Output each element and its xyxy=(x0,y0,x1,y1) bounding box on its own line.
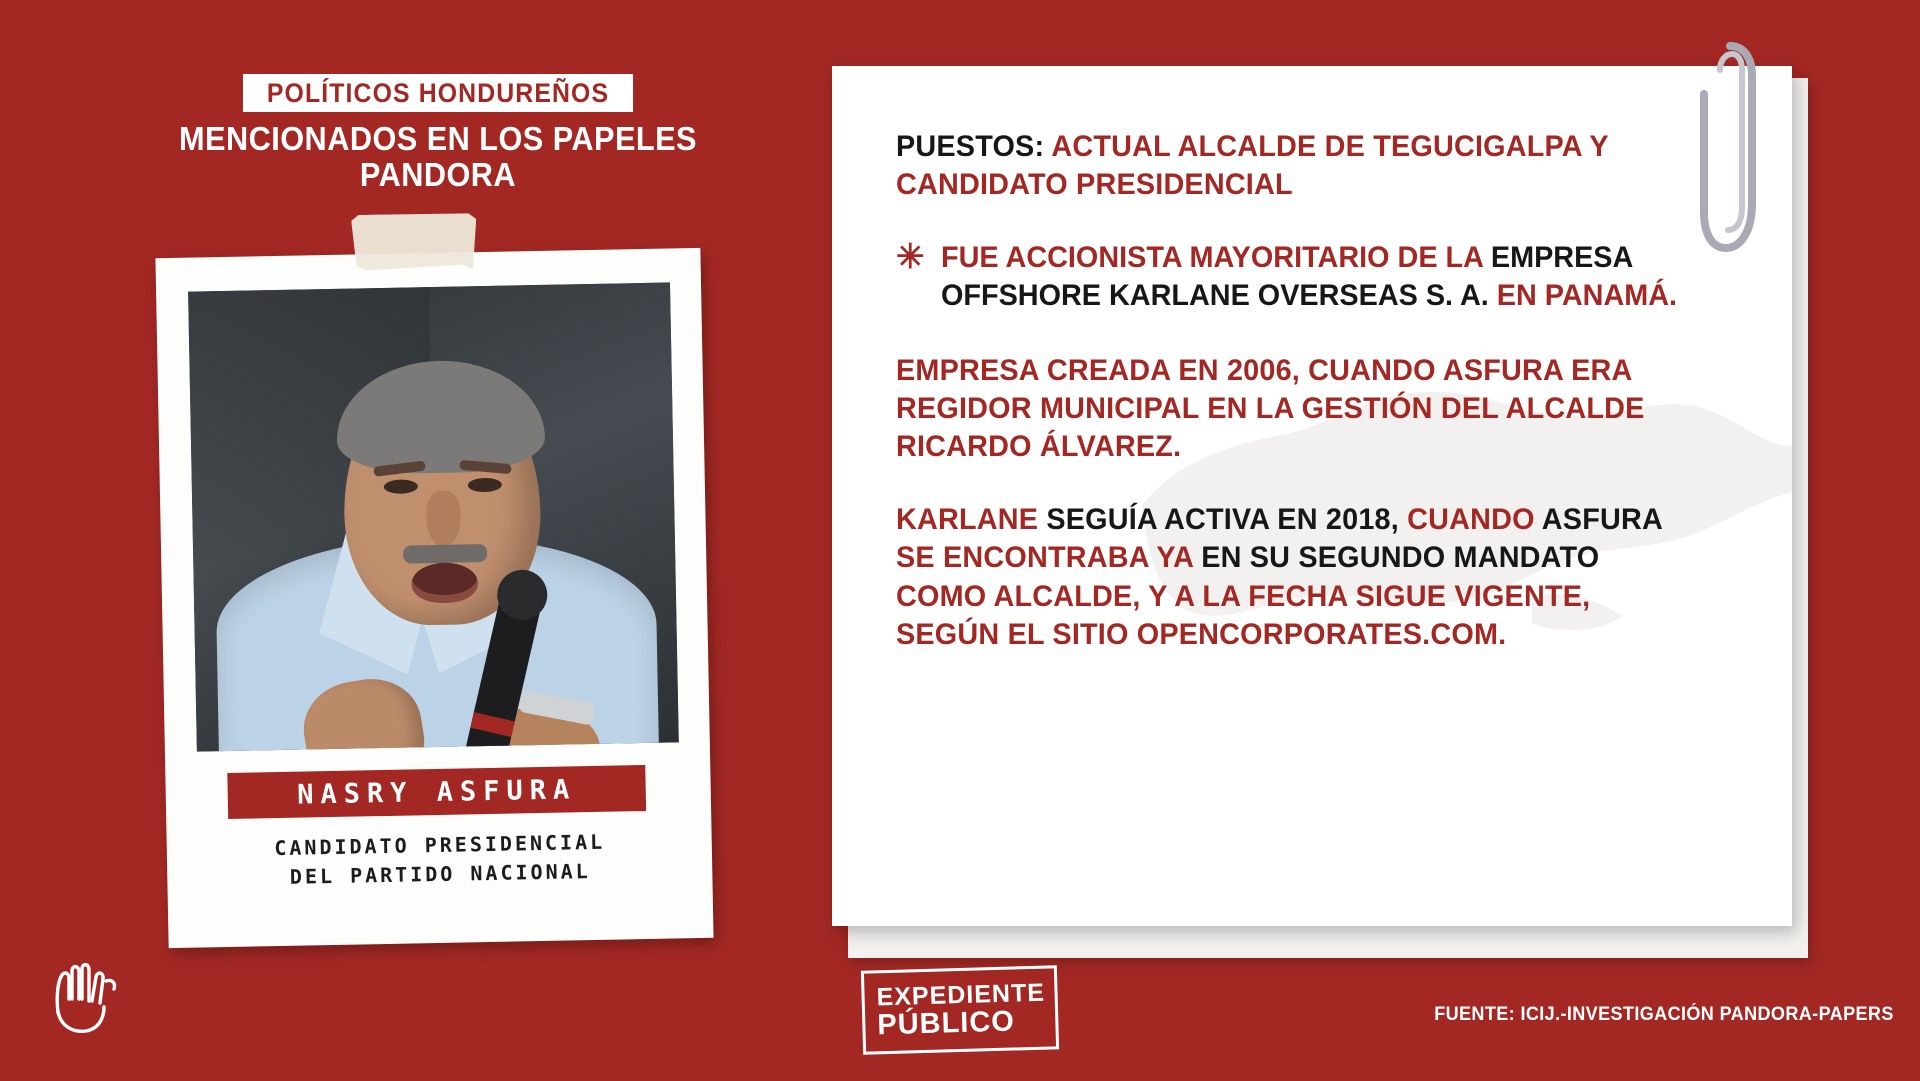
source-credit: FUENTE: ICIJ.-INVESTIGACIÓN PANDORA-PAPERS xyxy=(1434,1004,1894,1025)
karlane-segment-4: ASFURA xyxy=(1541,502,1662,536)
tape-strip-decoration xyxy=(351,211,478,273)
person-caption-line-1: CANDIDATO PRESIDENCIAL xyxy=(274,829,606,861)
person-caption-line-2: DEL PARTIDO NACIONAL xyxy=(289,859,591,889)
left-column xyxy=(0,0,830,1081)
paragraph-karlane-active xyxy=(896,501,1693,655)
stamp-line-1: EXPEDIENTE xyxy=(876,978,1046,1011)
karlane-segment-6: EN SU SEGUNDO MANDATO xyxy=(1201,541,1600,575)
positions-paragraph xyxy=(896,128,1693,205)
headline-line-1: POLÍTICOS HONDUREÑOS xyxy=(243,74,633,112)
polaroid-photo-card xyxy=(155,248,713,948)
bullet-segment-2: EMPRESA OFFSHORE KARLANE OVERSEAS S. A. xyxy=(940,240,1632,313)
stamp-line-2: PÚBLICO xyxy=(876,1005,1016,1042)
bullet-segment-3: EN PANAMÁ. xyxy=(1496,279,1677,313)
karlane-segment-1: KARLANE xyxy=(896,502,1047,536)
karlane-segment-5: SE ENCONTRABA YA xyxy=(896,541,1202,575)
headline-line-2: MENCIONADOS EN LOS PAPELES PANDORA xyxy=(179,120,697,194)
karlane-segment-2: SEGUÍA ACTIVA EN 2018, xyxy=(1046,502,1408,536)
info-card xyxy=(832,66,1792,926)
positions-value: ACTUAL ALCALDE DE TEGUCIGALPA Y CANDIDATO PRESIDENCIAL xyxy=(896,130,1609,202)
person-caption xyxy=(199,826,682,893)
portrait-photo xyxy=(188,282,679,751)
positions-label: PUESTOS: xyxy=(896,130,1045,163)
hand-logo-icon xyxy=(48,955,124,1035)
paperclip-icon xyxy=(1700,36,1760,266)
bullet-item xyxy=(896,239,1726,316)
headline xyxy=(128,74,748,194)
bullet-text xyxy=(941,239,1695,316)
bullet-segment-1: FUE ACCIONISTA MAYORITARIO DE LA xyxy=(940,240,1491,274)
card-content xyxy=(896,128,1726,688)
asterisk-icon: ✳ xyxy=(896,237,925,276)
person-name-tag: NASRY ASFURA xyxy=(227,765,646,819)
karlane-segment-7: COMO ALCALDE, Y A LA FECHA SIGUE VIGENTE, SEGÚN EL SITIO OPENCORPORATES.COM. xyxy=(896,579,1591,651)
paragraph-company-creation: EMPRESA CREADA EN 2006, CUANDO ASFURA ERA REGIDOR MUNICIPAL EN LA GESTIÓN DEL ALCALDE RICARDO ÁLVAREZ. xyxy=(896,353,1645,464)
karlane-segment-3: CUANDO xyxy=(1407,502,1542,536)
expediente-publico-logo xyxy=(861,965,1059,1054)
